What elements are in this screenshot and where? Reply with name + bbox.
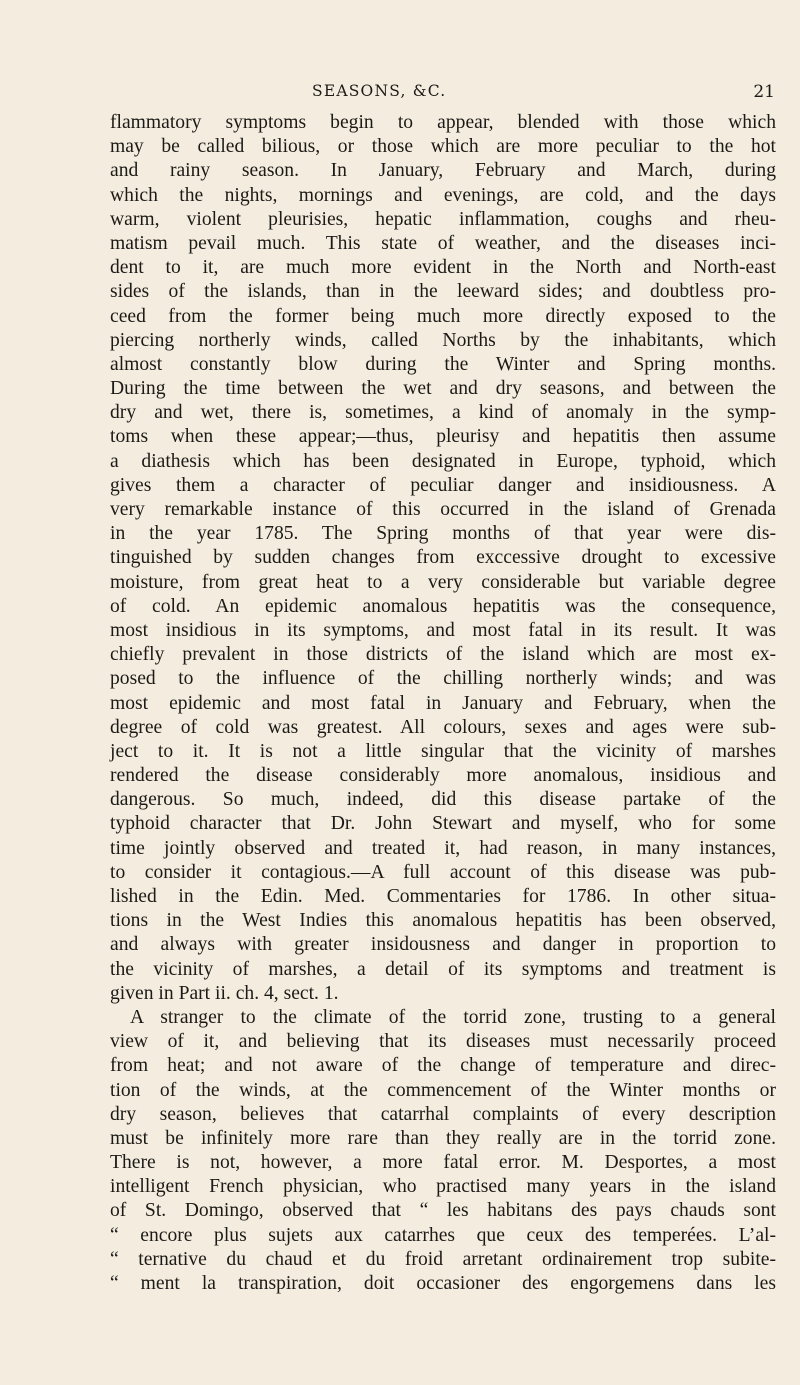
text-line: lished in the Edin. Med. Commentaries for 1786. In other situa- bbox=[110, 886, 776, 907]
text-line: a diathesis which has been designated in Europe, typhoid, which bbox=[110, 450, 776, 472]
text-line: to consider it contagious.—A full account of this disease was pub- bbox=[110, 861, 776, 883]
text-line: “ ternative du chaud et du froid arretant ordinairement trop subite- bbox=[110, 1248, 776, 1270]
text-line: which the nights, mornings and evenings, are cold, and the days bbox=[110, 184, 776, 206]
text-line: rendered the disease considerably more anomalous, insidious and bbox=[110, 765, 776, 787]
text-line: ceed from the former being much more directly exposed to the bbox=[110, 305, 776, 327]
text-line: “ ment la transpiration, doit occasioner des engorgemens dans les bbox=[110, 1273, 776, 1294]
text-line: warm, violent pleurisies, hepatic inflammation, coughs and rheu- bbox=[110, 208, 776, 230]
text-line: toms when these appear;—thus, pleurisy and hepatitis then assume bbox=[110, 426, 776, 448]
text-line: view of it, and believing that its diseases must necessarily proceed bbox=[110, 1031, 776, 1053]
text-line: dent to it, are much more evident in the North and North-east bbox=[110, 257, 776, 279]
text-line: time jointly observed and treated it, had reason, in many instances, bbox=[110, 837, 776, 859]
text-line: most insidious in its symptoms, and most fatal in its result. It was bbox=[110, 619, 776, 641]
page-number: 21 bbox=[753, 82, 775, 102]
text-line: must be infinitely more rare than they really are in the torrid zone. bbox=[110, 1127, 776, 1149]
text-line: from heat; and not aware of the change of temperature and direc- bbox=[110, 1055, 776, 1077]
text-line: tinguished by sudden changes from exccessive drought to excessive bbox=[110, 547, 776, 569]
text-line: the vicinity of marshes, a detail of its symptoms and treatment is bbox=[110, 958, 776, 980]
text-line: of St. Domingo, observed that “ les habitans des pays chauds sont bbox=[110, 1200, 776, 1222]
text-line: dry and wet, there is, sometimes, a kind of anomaly in the symp- bbox=[110, 402, 776, 424]
text-line: “ encore plus sujets aux catarrhes que ceux des temperées. L’al- bbox=[110, 1224, 776, 1246]
text-line: ject to it. It is not a little singular that the vicinity of marshes bbox=[110, 740, 776, 762]
text-line: sides of the islands, than in the leeward sides; and doubtless pro- bbox=[110, 281, 776, 303]
text-line: There is not, however, a more fatal error. M. Desportes, a most bbox=[110, 1152, 776, 1174]
text-line: in the year 1785. The Spring months of that year were dis- bbox=[110, 523, 776, 545]
text-line: almost constantly blow during the Winter and Spring months. bbox=[110, 353, 776, 375]
text-line: dangerous. So much, indeed, did this disease partake of the bbox=[110, 789, 776, 811]
text-line: flammatory symptoms begin to appear, blended with those which bbox=[110, 112, 776, 133]
text-line: During the time between the wet and dry seasons, and between the bbox=[110, 378, 776, 400]
text-line: degree of cold was greatest. All colours, sexes and ages were sub- bbox=[110, 716, 776, 738]
text-line: piercing northerly winds, called Norths by the inhabitants, which bbox=[110, 329, 776, 351]
text-line: typhoid character that Dr. John Stewart and myself, who for some bbox=[110, 813, 776, 835]
body-text bbox=[110, 111, 776, 1296]
text-line: tions in the West Indies this anomalous hepatitis has been observed, bbox=[110, 910, 776, 932]
text-line: given in Part ii. ch. 4, sect. 1. bbox=[110, 982, 339, 1004]
text-line: moisture, from great heat to a very considerable but variable degree bbox=[110, 571, 776, 593]
text-line: posed to the influence of the chilling northerly winds; and was bbox=[110, 668, 776, 690]
text-line: and always with greater insidousness and danger in proportion to bbox=[110, 934, 776, 956]
running-head: SEASONS, &C. bbox=[312, 82, 447, 100]
text-line: chiefly prevalent in those districts of the island which are most ex- bbox=[110, 644, 776, 666]
text-line: most epidemic and most fatal in January and February, when the bbox=[110, 692, 776, 714]
page-header bbox=[110, 82, 775, 106]
text-line: intelligent French physician, who practised many years in the island bbox=[110, 1176, 776, 1198]
text-line: of cold. An epidemic anomalous hepatitis was the consequence, bbox=[110, 595, 776, 617]
text-line: dry season, believes that catarrhal complaints of every description bbox=[110, 1103, 776, 1125]
text-line: gives them a character of peculiar danger and insidiousness. A bbox=[110, 474, 776, 496]
text-line: may be called bilious, or those which are more peculiar to the hot bbox=[110, 136, 776, 158]
text-line: very remarkable instance of this occurred in the island of Grenada bbox=[110, 499, 776, 520]
text-line: tion of the winds, at the commencement of the Winter months or bbox=[110, 1079, 776, 1101]
text-line: A stranger to the climate of the torrid zone, trusting to a general bbox=[130, 1006, 776, 1028]
text-line: and rainy season. In January, February and March, during bbox=[110, 160, 776, 182]
text-line: matism pevail much. This state of weather, and the diseases inci- bbox=[110, 232, 776, 254]
